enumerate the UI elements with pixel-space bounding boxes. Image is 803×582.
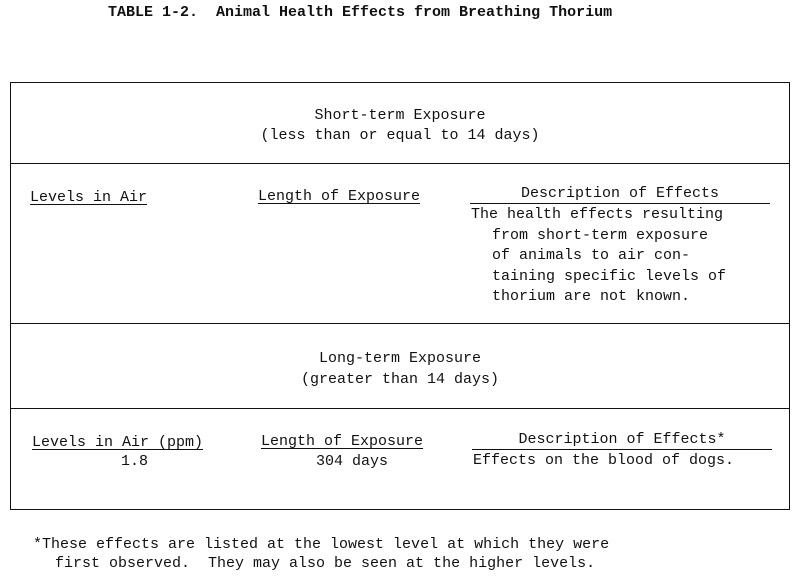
footnote-line-2: first observed. They may also be seen at the higher levels. [55, 555, 596, 572]
short-desc-line-1: The health effects resulting [471, 206, 724, 223]
table-title: TABLE 1-2. Animal Health Effects from Breathing Thorium [108, 4, 613, 21]
long-row-description: Effects on the blood of dogs. [473, 452, 735, 469]
short-col-levels: Levels in Air [30, 189, 148, 206]
long-col-length: Length of Exposure [261, 433, 424, 450]
long-row-level: 1.8 [120, 453, 148, 470]
footnote-line-1: *These effects are listed at the lowest level at which they were [33, 536, 610, 553]
long-term-subheading: (greater than 14 days) [300, 371, 500, 388]
short-desc-line-5: thorium are not known. [492, 288, 691, 305]
divider-short-header [10, 163, 790, 164]
short-col-description: Description of Effects [470, 185, 770, 204]
short-term-heading: Short-term Exposure [314, 107, 486, 124]
divider-long-header [10, 408, 790, 409]
divider-section [10, 323, 790, 324]
short-desc-line-3: of animals to air con- [492, 247, 691, 264]
long-col-description: Description of Effects* [472, 431, 772, 450]
long-row-length: 304 days [315, 453, 388, 470]
short-term-subheading: (less than or equal to 14 days) [260, 127, 540, 144]
short-desc-line-4: taining specific levels of [492, 268, 727, 285]
short-desc-line-2: from short-term exposure [492, 227, 709, 244]
short-col-length: Length of Exposure [258, 188, 421, 205]
long-col-levels: Levels in Air (ppm) [32, 434, 204, 451]
long-term-heading: Long-term Exposure [318, 350, 482, 367]
